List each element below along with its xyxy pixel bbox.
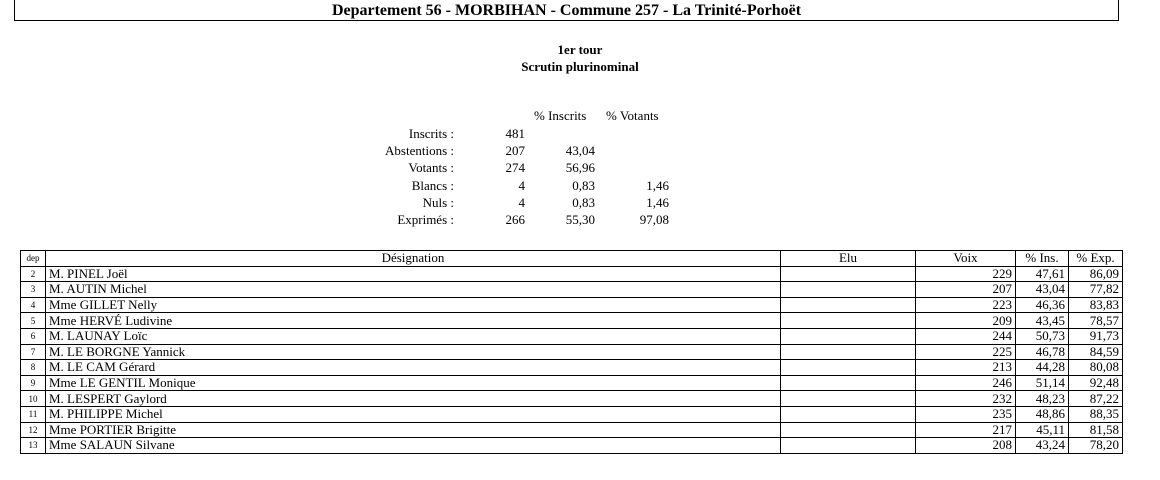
cell-pct-ins: 48,23 xyxy=(1016,391,1069,407)
cell-voix: 235 xyxy=(916,406,1016,422)
cell-dep: 13 xyxy=(21,438,46,454)
cell-elu xyxy=(781,266,916,282)
cell-pct-exp: 77,82 xyxy=(1069,282,1123,298)
table-row xyxy=(21,266,1123,282)
cell-voix: 229 xyxy=(916,266,1016,282)
cell-pct-exp: 92,48 xyxy=(1069,375,1123,391)
cell-elu xyxy=(781,438,916,454)
cell-dep: 10 xyxy=(21,391,46,407)
stat-pct-inscrits: 0,83 xyxy=(572,194,595,210)
col-header-elu: Elu xyxy=(781,251,916,267)
table-row xyxy=(21,344,1123,360)
cell-pct-exp: 91,73 xyxy=(1069,328,1123,344)
cell-designation: M. PINEL Joël xyxy=(46,266,781,282)
table-row xyxy=(21,360,1123,376)
cell-pct-exp: 80,08 xyxy=(1069,360,1123,376)
col-header-pct-ins: % Ins. xyxy=(1016,251,1069,267)
cell-dep: 5 xyxy=(21,313,46,329)
cell-pct-exp: 86,09 xyxy=(1069,266,1123,282)
col-header-designation: Désignation xyxy=(46,251,781,267)
cell-voix: 246 xyxy=(916,375,1016,391)
cell-pct-ins: 47,61 xyxy=(1016,266,1069,282)
table-row xyxy=(21,422,1123,438)
table-row xyxy=(21,391,1123,407)
table-row xyxy=(21,282,1123,298)
cell-designation: Mme GILLET Nelly xyxy=(46,297,781,313)
cell-pct-exp: 87,22 xyxy=(1069,391,1123,407)
scrutin-type-label: Scrutin plurinominal xyxy=(521,59,639,74)
cell-dep: 3 xyxy=(21,282,46,298)
stat-pct-votants: 97,08 xyxy=(639,212,669,227)
table-row xyxy=(21,328,1123,344)
cell-pct-exp: 83,83 xyxy=(1069,297,1123,313)
cell-pct-ins: 43,04 xyxy=(1016,282,1069,298)
cell-designation: Mme LE GENTIL Monique xyxy=(46,375,781,391)
cell-elu xyxy=(781,344,916,360)
cell-designation: M. PHILIPPE Michel xyxy=(46,406,781,422)
cell-designation: Mme SALAUN Silvane xyxy=(46,438,781,454)
cell-pct-exp: 84,59 xyxy=(1069,344,1123,360)
stat-pct-votants: 1,46 xyxy=(646,177,669,193)
stat-label: Abstentions : xyxy=(385,143,454,159)
col-header-pct-exp: % Exp. xyxy=(1069,251,1123,267)
cell-elu xyxy=(781,328,916,344)
cell-designation: M. AUTIN Michel xyxy=(46,282,781,298)
cell-pct-ins: 46,78 xyxy=(1016,344,1069,360)
cell-designation: Mme HERVÉ Ludivine xyxy=(46,313,781,329)
cell-elu xyxy=(781,422,916,438)
cell-pct-ins: 46,36 xyxy=(1016,297,1069,313)
col-header-dep: dep xyxy=(21,251,46,267)
stat-pct-inscrits: 0,83 xyxy=(572,177,595,193)
cell-elu xyxy=(781,282,916,298)
cell-voix: 207 xyxy=(916,282,1016,298)
cell-voix: 244 xyxy=(916,328,1016,344)
cell-pct-ins: 43,45 xyxy=(1016,313,1069,329)
table-row xyxy=(21,406,1123,422)
cell-designation: M. LE BORGNE Yannick xyxy=(46,344,781,360)
cell-dep: 12 xyxy=(21,422,46,438)
cell-elu xyxy=(781,375,916,391)
cell-pct-ins: 45,11 xyxy=(1016,422,1069,438)
stat-label: Exprimés : xyxy=(397,212,454,227)
stat-pct-inscrits: 56,96 xyxy=(565,160,595,176)
cell-dep: 11 xyxy=(21,406,46,422)
cell-voix: 223 xyxy=(916,297,1016,313)
cell-pct-ins: 43,24 xyxy=(1016,438,1069,454)
cell-voix: 217 xyxy=(916,422,1016,438)
stat-pct-inscrits: 43,04 xyxy=(565,143,595,159)
stat-label: Blancs : xyxy=(411,177,454,193)
cell-elu xyxy=(781,297,916,313)
stat-value: 481 xyxy=(505,126,525,141)
table-row xyxy=(21,313,1123,329)
cell-pct-ins: 50,73 xyxy=(1016,328,1069,344)
cell-dep: 7 xyxy=(21,344,46,360)
stat-value: 4 xyxy=(518,177,525,193)
cell-elu xyxy=(781,391,916,407)
cell-pct-exp: 81,58 xyxy=(1069,422,1123,438)
pct-inscrits-header: % Inscrits xyxy=(534,108,587,123)
results-table xyxy=(20,250,1123,454)
cell-elu xyxy=(781,406,916,422)
table-row xyxy=(21,438,1123,454)
cell-pct-ins: 44,28 xyxy=(1016,360,1069,376)
stat-label: Inscrits : xyxy=(408,126,454,141)
round-label: 1er tour xyxy=(557,42,603,57)
cell-voix: 213 xyxy=(916,360,1016,376)
cell-pct-exp: 88,35 xyxy=(1069,406,1123,422)
cell-pct-exp: 78,57 xyxy=(1069,313,1123,329)
cell-elu xyxy=(781,313,916,329)
cell-dep: 9 xyxy=(21,375,46,391)
stat-value: 266 xyxy=(505,212,525,227)
cell-designation: M. LAUNAY Loïc xyxy=(46,328,781,344)
stat-pct-votants: 1,46 xyxy=(646,194,669,210)
stat-label: Nuls : xyxy=(422,194,454,210)
stat-value: 4 xyxy=(518,194,525,210)
cell-dep: 4 xyxy=(21,297,46,313)
cell-designation: M. LESPERT Gaylord xyxy=(46,391,781,407)
stat-pct-inscrits: 55,30 xyxy=(565,212,595,227)
cell-voix: 209 xyxy=(916,313,1016,329)
cell-designation: Mme PORTIER Brigitte xyxy=(46,422,781,438)
cell-pct-exp: 78,20 xyxy=(1069,438,1123,454)
cell-designation: M. LE CAM Gérard xyxy=(46,360,781,376)
page-title: Departement 56 - MORBIHAN - Commune 257 - La Trinité-Porhoët xyxy=(14,0,1119,21)
cell-pct-ins: 48,86 xyxy=(1016,406,1069,422)
pct-votants-header: % Votants xyxy=(606,108,659,123)
cell-dep: 6 xyxy=(21,328,46,344)
table-row xyxy=(21,375,1123,391)
table-header-row xyxy=(21,251,1123,267)
stat-label: Votants : xyxy=(408,160,454,176)
cell-dep: 8 xyxy=(21,360,46,376)
results-body xyxy=(21,266,1123,453)
cell-voix: 208 xyxy=(916,438,1016,454)
cell-pct-ins: 51,14 xyxy=(1016,375,1069,391)
table-row xyxy=(21,297,1123,313)
cell-voix: 225 xyxy=(916,344,1016,360)
col-header-voix: Voix xyxy=(916,251,1016,267)
stat-value: 207 xyxy=(505,143,525,159)
stat-value: 274 xyxy=(505,160,525,176)
cell-voix: 232 xyxy=(916,391,1016,407)
cell-elu xyxy=(781,360,916,376)
cell-dep: 2 xyxy=(21,266,46,282)
